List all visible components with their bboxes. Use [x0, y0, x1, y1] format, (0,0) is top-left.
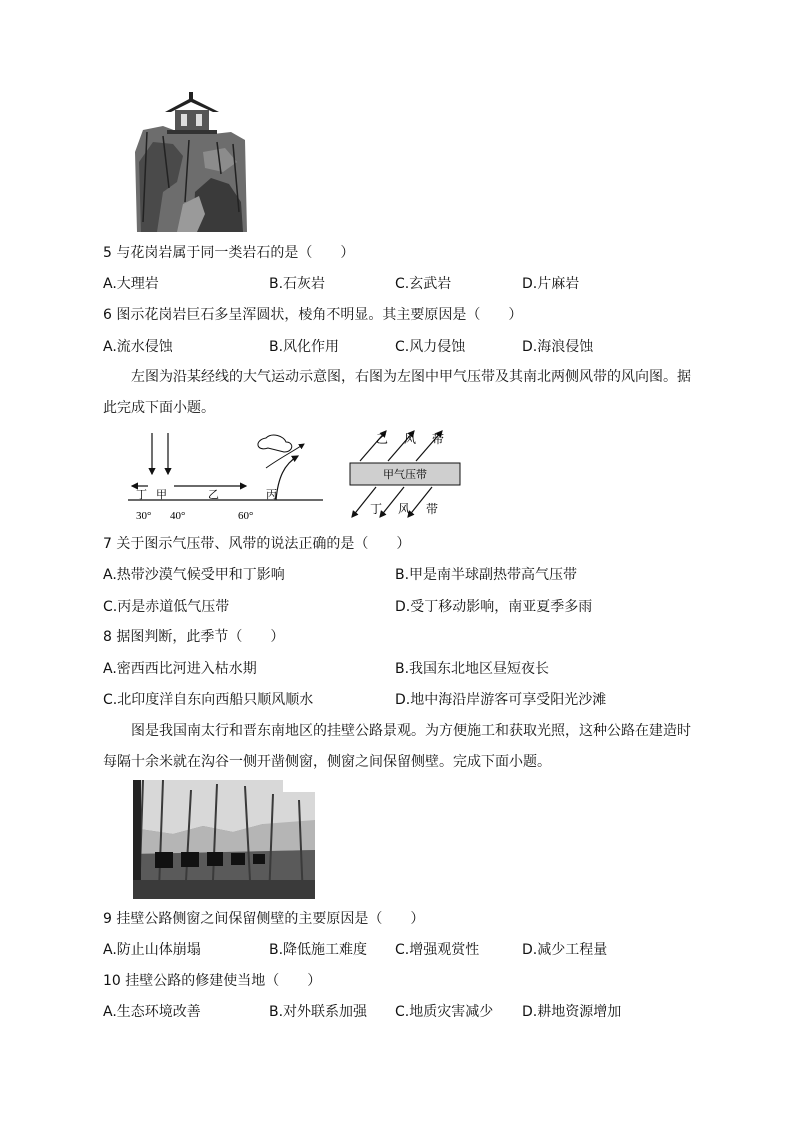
q10-option-a[interactable]: A.生态环境改善	[103, 1004, 201, 1020]
svg-text:风: 风	[404, 432, 417, 446]
q9-option-c[interactable]: C.增强观赏性	[395, 942, 480, 958]
question-8-stem: 8 据图判断，此季节（ ）	[103, 629, 285, 645]
svg-text:带: 带	[426, 502, 439, 516]
q6-option-d[interactable]: D.海浪侵蚀	[522, 339, 594, 355]
q10-option-b[interactable]: B.对外联系加强	[269, 1004, 368, 1020]
wind-belt-diagram	[342, 425, 464, 523]
diagram-label-ding: 丁	[136, 489, 147, 501]
question-6-stem: 6 图示花岗岩巨石多呈浑圆状，棱角不明显。其主要原因是（ ）	[103, 307, 523, 323]
q6-option-b[interactable]: B.风化作用	[269, 339, 340, 355]
q7-option-c[interactable]: C.丙是赤道低气压带	[103, 599, 230, 615]
q5-option-c[interactable]: C.玄武岩	[395, 276, 452, 292]
q10-option-d[interactable]: D.耕地资源增加	[522, 1004, 622, 1020]
q8-option-b[interactable]: B.我国东北地区昼短夜长	[395, 661, 550, 677]
diagram-label-jia: 甲	[156, 489, 167, 501]
diagram-label-yi: 乙	[208, 489, 219, 501]
svg-text:带: 带	[432, 432, 445, 446]
lat-30: 30°	[136, 510, 152, 522]
lat-60: 60°	[238, 510, 254, 522]
question-9-stem: 9 挂壁公路侧窗之间保留侧壁的主要原因是（ ）	[103, 911, 425, 927]
question-5-stem: 5 与花岗岩属于同一类岩石的是（ ）	[103, 245, 355, 261]
circulation-diagram	[128, 428, 328, 524]
question-10-stem: 10 挂壁公路的修建使当地（ ）	[103, 973, 322, 989]
q5-option-a[interactable]: A.大理岩	[103, 276, 159, 292]
q10-option-c[interactable]: C.地质灾害减少	[395, 1004, 494, 1020]
q8-option-d[interactable]: D.地中海沿岸游客可享受阳光沙滩	[395, 692, 607, 708]
cliff-road-photo	[133, 780, 315, 899]
q5-option-b[interactable]: B.石灰岩	[269, 276, 326, 292]
diagram-label-bing: 丙	[266, 489, 277, 501]
q7-option-a[interactable]: A.热带沙漠气候受甲和丁影响	[103, 567, 285, 583]
granite-pavilion-photo	[133, 92, 249, 232]
svg-text:风: 风	[398, 502, 411, 516]
q9-option-d[interactable]: D.减少工程量	[522, 942, 608, 958]
question-7-stem: 7 关于图示气压带、风带的说法正确的是（ ）	[103, 536, 411, 552]
q7-option-d[interactable]: D.受丁移动影响，南亚夏季多雨	[395, 599, 593, 615]
intro-paragraph-3: 图是我国南太行和晋东南地区的挂壁公路景观。为方便施工和获取光照，这种公路在建造时每隔十余米就在沟谷一侧开凿侧窗，侧窗之间保留侧壁。完成下面小题。	[103, 723, 691, 770]
svg-text:乙: 乙	[376, 432, 389, 446]
q5-option-d[interactable]: D.片麻岩	[522, 276, 580, 292]
q6-option-c[interactable]: C.风力侵蚀	[395, 339, 466, 355]
q8-option-c[interactable]: C.北印度洋自东向西船只顺风顺水	[103, 692, 314, 708]
q9-option-a[interactable]: A.防止山体崩塌	[103, 942, 201, 958]
q7-option-b[interactable]: B.甲是南半球副热带高气压带	[395, 567, 578, 583]
q6-option-a[interactable]: A.流水侵蚀	[103, 339, 173, 355]
lat-40: 40°	[170, 510, 186, 522]
svg-text:丁: 丁	[370, 502, 383, 516]
pressure-belt-label: 甲气压带	[383, 469, 427, 481]
q9-option-b[interactable]: B.降低施工难度	[269, 942, 368, 958]
q8-option-a[interactable]: A.密西西比河进入枯水期	[103, 661, 257, 677]
intro-paragraph-2: 左图为沿某经线的大气运动示意图，右图为左图中甲气压带及其南北两侧风带的风向图。据此完成下面小题。	[103, 369, 691, 416]
